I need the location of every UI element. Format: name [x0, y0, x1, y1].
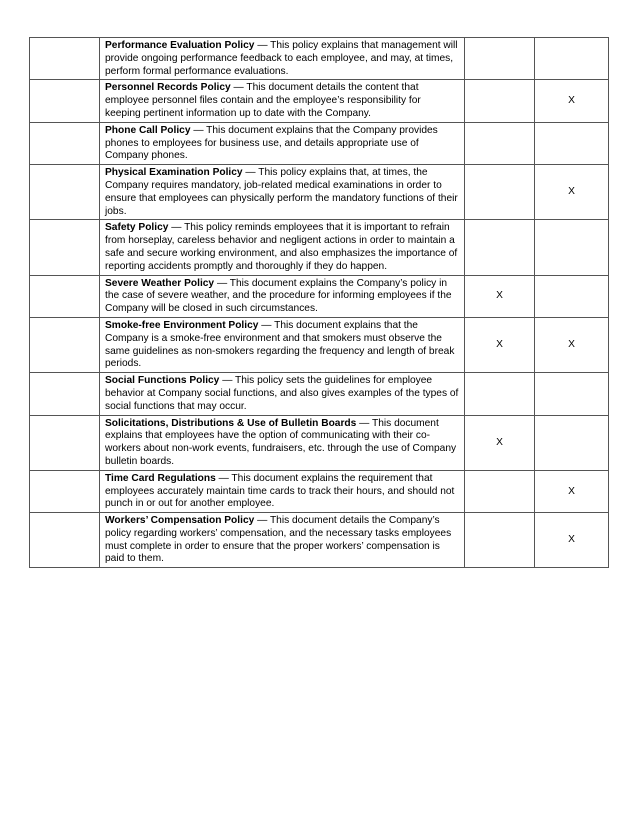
mark-cell [535, 373, 609, 415]
policy-name: Personnel Records Policy [105, 82, 231, 94]
mark-cell [465, 373, 535, 415]
mark-cell [535, 415, 609, 470]
policy-description-cell [100, 470, 465, 512]
mark-cell [535, 220, 609, 275]
policy-name: Performance Evaluation Policy [105, 40, 255, 51]
mark-cell: X [535, 317, 609, 372]
policy-description-cell [100, 415, 465, 470]
empty-cell [30, 80, 100, 122]
policy-description: — This policy explains that, at times, the Company requires mandatory, job-related medical examinations in order to ensure that employees can physically perform the mandatory functions of their jobs. [105, 167, 458, 217]
table-row [30, 38, 609, 80]
mark-cell: X [465, 275, 535, 317]
policy-description: — This document explains the Company’s policy in the case of severe weather, and the procedure for informing employees if the Company will be closed in such circumstances. [105, 277, 452, 315]
table-row [30, 513, 609, 568]
policy-description-cell [100, 513, 465, 568]
mark-cell [465, 513, 535, 568]
policy-description: — This policy sets the guidelines for employee behavior at Company social functions, and also gives examples of the types of social functions that may occur. [105, 375, 459, 412]
policy-name: Phone Call Policy [105, 124, 191, 136]
mark-cell: X [465, 415, 535, 470]
empty-cell [30, 513, 100, 568]
policy-name: Severe Weather Policy [105, 277, 215, 289]
policy-description: — This document explains that the Company is a smoke-free environment and that smokers must observe the same guidelines as non-smokers regarding the frequency and length of break periods. [105, 319, 455, 370]
empty-cell [30, 220, 100, 275]
policy-name: Physical Examination Policy [105, 167, 243, 179]
policy-description: — This document explains that employees have the option of communicating with their co-workers about non-work events, fundraisers, etc. through the use of Company bulletin boards. [105, 417, 457, 467]
mark-cell [535, 38, 609, 80]
table-row [30, 220, 609, 275]
policy-name: Time Card Regulations [105, 472, 216, 484]
mark-cell: X [535, 470, 609, 512]
table-row [30, 122, 609, 164]
mark-cell [465, 122, 535, 164]
policy-description-cell [100, 122, 465, 164]
table-row [30, 165, 609, 220]
mark-cell [465, 165, 535, 220]
policy-description-cell [100, 275, 465, 317]
policy-description: — This document details the content that employee personnel files contain and the employee’s responsibility for keeping pertinent information up to date with the Company. [105, 82, 421, 119]
table-row [30, 80, 609, 122]
policy-table [29, 37, 609, 568]
policy-name: Safety Policy [105, 222, 169, 234]
policy-name: Social Functions Policy [105, 375, 220, 387]
policy-description-cell [100, 165, 465, 220]
mark-cell: X [535, 80, 609, 122]
table-row [30, 275, 609, 317]
policy-description-cell [100, 220, 465, 275]
mark-cell [465, 220, 535, 275]
empty-cell [30, 38, 100, 80]
empty-cell [30, 122, 100, 164]
mark-cell: X [535, 165, 609, 220]
mark-cell [465, 80, 535, 122]
table-row [30, 373, 609, 415]
mark-cell: X [465, 317, 535, 372]
empty-cell [30, 373, 100, 415]
policy-description: — This policy reminds employees that it is important to refrain from horseplay, careless behavior and negligent actions in order to maintain a safe and secure working environment, and also emphasizes the importance of reporting accidents promptly and thoroughly if they do happen. [105, 222, 458, 272]
table-row [30, 470, 609, 512]
policy-description: — This document details the Company’s policy regarding workers’ compensation, and the necessary tasks employees must complete in order to ensure that the proper workers’ compensation is paid to them. [105, 515, 452, 565]
mark-cell: X [535, 513, 609, 568]
empty-cell [30, 165, 100, 220]
policy-name: Smoke-free Environment Policy [105, 319, 259, 331]
policy-description-cell [100, 317, 465, 372]
policy-description: — This policy explains that management will provide ongoing performance feedback to each employee, and may, at times, perform formal performance evaluations. [105, 40, 458, 77]
mark-cell [535, 122, 609, 164]
policy-description-cell [100, 80, 465, 122]
empty-cell [30, 317, 100, 372]
table-row [30, 415, 609, 470]
empty-cell [30, 415, 100, 470]
table-row [30, 317, 609, 372]
mark-cell [465, 470, 535, 512]
mark-cell [465, 38, 535, 80]
empty-cell [30, 275, 100, 317]
empty-cell [30, 470, 100, 512]
policy-description: — This document explains that the Company provides phones to employees for business use, and details appropriate use of Company phones. [105, 124, 438, 162]
policy-description-cell [100, 38, 465, 80]
policy-name: Solicitations, Distributions & Use of Bulletin Boards [105, 417, 357, 429]
policy-name: Workers’ Compensation Policy [105, 515, 255, 527]
mark-cell [535, 275, 609, 317]
policy-description-cell [100, 373, 465, 415]
policy-description: — This document explains the requirement that employees accurately maintain time cards to track their hours, and should not punch in or out for another employee. [105, 472, 455, 510]
